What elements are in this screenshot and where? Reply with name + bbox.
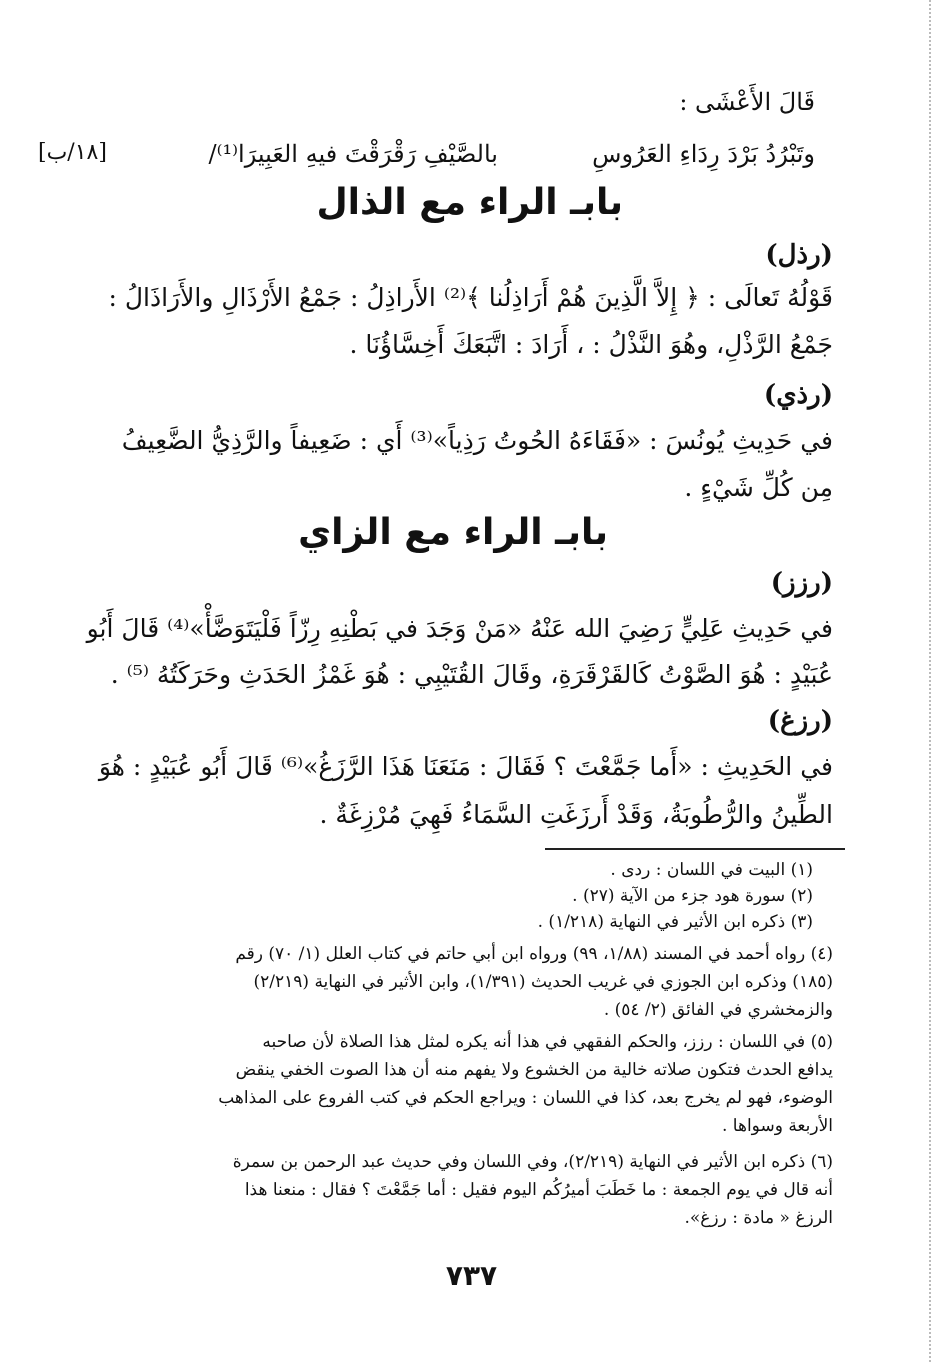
entry-text-line: عُبَيْدٍ : هُوَ الصَّوْتُ كَالقَرْقَرَةِ، وقَالَ القُتَيْبِي : هُوَ غَمْزُ الحَدَثِ وحَرَكَتُهُ ⁽⁵⁾ .	[110, 660, 833, 689]
verse-second-hemistich: بالصَّيْفِ رَقْرَقْتَ فيهِ العَبِيرَا⁽¹⁾/	[208, 140, 498, 168]
footnote-line: (١) البيت في اللسان : ردى .	[610, 860, 813, 880]
intro-line: قَالَ الأَعْشَى :	[679, 88, 815, 116]
entry-head-razz: (رزز)	[770, 568, 833, 598]
footnote-line: (٣) ذكره ابن الأثير في النهاية (١/٢١٨) .	[537, 912, 813, 932]
entry-text-line: في حَدِيثِ عَلِيٍّ رَضِيَ الله عَنْهُ «مَنْ وَجَدَ في بَطْنِهِ رِزّاً فَلْيَتَوَضَّأْ»⁽⁴⁾ قَالَ أَبُو	[86, 614, 833, 643]
entry-text-line: الطِّينُ والرُّطُوبَةُ، وَقَدْ أَرزَغَتِ السَّمَاءُ فَهِيَ مُرْزِغَةٌ .	[319, 800, 833, 829]
entry-text-line: مِن كُلِّ شَيْءٍ .	[684, 473, 833, 502]
entry-head-razgh: (رزغ)	[767, 706, 833, 736]
entry-head-radhi: (رذي)	[763, 380, 833, 410]
footnote-line: (٢) سورة هود جزء من الآية (٢٧) .	[572, 886, 813, 906]
verse-first-hemistich: وتَبْرُدُ بَرْدَ رِدَاءِ العَرُوسِ	[592, 140, 815, 168]
footnote-line: (٥) في اللسان : رزز، والحكم الفقهي في هذا أنه يكره لمثل هذا الصلاة لأن صاحبه	[262, 1032, 833, 1052]
footnote-line: الرزغ « مادة : رزغ».	[684, 1208, 833, 1228]
footnote-separator	[545, 848, 845, 850]
page-number: ٧٣٧	[445, 1259, 498, 1292]
entry-head-radhl: (رذل)	[765, 240, 833, 270]
footnote-line: الوضوء، فهو لم يخرج بعد، كذا في اللسان : ويراجع الحكم في كتب الفروع على المذاهب	[218, 1088, 833, 1108]
footnote-line: (٤) رواه أحمد في المسند (١/٨٨، ٩٩) ورواه ابن أبي حاتم في كتاب العلل (١/ ٧٠) رقم	[235, 944, 833, 964]
footnote-line: أنه قال في يوم الجمعة : ما خَطَبَ أميرُكُم اليوم فقيل : أما جَمَّعْتَ ؟ فقال : منعنا هذا	[244, 1180, 833, 1200]
section-title-ra-dhal: بابـ الراء مع الذال	[316, 182, 623, 223]
entry-text-line: في حَدِيثِ يُونُسَ : «فَقَاءَهُ الحُوتُ رَذِياً»⁽³⁾ أَي : ضَعِيفاً والرَّذِيُّ الضَّعِيفُ	[121, 426, 833, 455]
footnote-line: الأربعة وسواها .	[722, 1116, 833, 1136]
entry-text-line: جَمْعُ الرَّذْلِ، وهُوَ النَّذْلُ : ، أَرَادَ : اتَّبَعَكَ أَخِسَّاؤُنَا .	[349, 330, 833, 359]
section-title-ra-zay: بابـ الراء مع الزاي	[298, 512, 608, 553]
footnote-line: والزمخشري في الفائق (٢/ ٥٤) .	[603, 1000, 833, 1020]
footnote-line: (١٨٥) وذكره ابن الجوزي في غريب الحديث (١/٣٩١)، وابن الأثير في النهاية (٢/٢١٩)	[253, 972, 833, 992]
footnote-line: (٦) ذكره ابن الأثير في النهاية (٢/٢١٩)، وفي اللسان وفي حديث عبد الرحمن بن سمرة	[232, 1152, 833, 1172]
page-edge	[927, 0, 931, 1362]
folio-marker: [١٨/ب]	[38, 140, 107, 165]
footnote-line: يدافع الحدث فتكون صلاته خالية من الخشوع ولا يفهم منه أن هذا الصوت الخفي ينقض	[235, 1060, 833, 1080]
entry-text-line: في الحَدِيثِ : «أَما جَمَّعْتَ ؟ فَقَالَ : مَنَعَنَا هَذَا الرَّزَغُ»⁽⁶⁾ قَالَ أَبُو عُبَيْدٍ : هُوَ	[98, 752, 833, 781]
entry-text-line: قَوْلُهُ تَعالَى : ﴿ إِلاَّ الَّذِينَ هُمْ أَرَاذِلُنا ﴾⁽²⁾ الأَراذِلُ : جَمْعُ الأَرْذَالِ والأَرَاذَالُ :	[108, 283, 833, 312]
